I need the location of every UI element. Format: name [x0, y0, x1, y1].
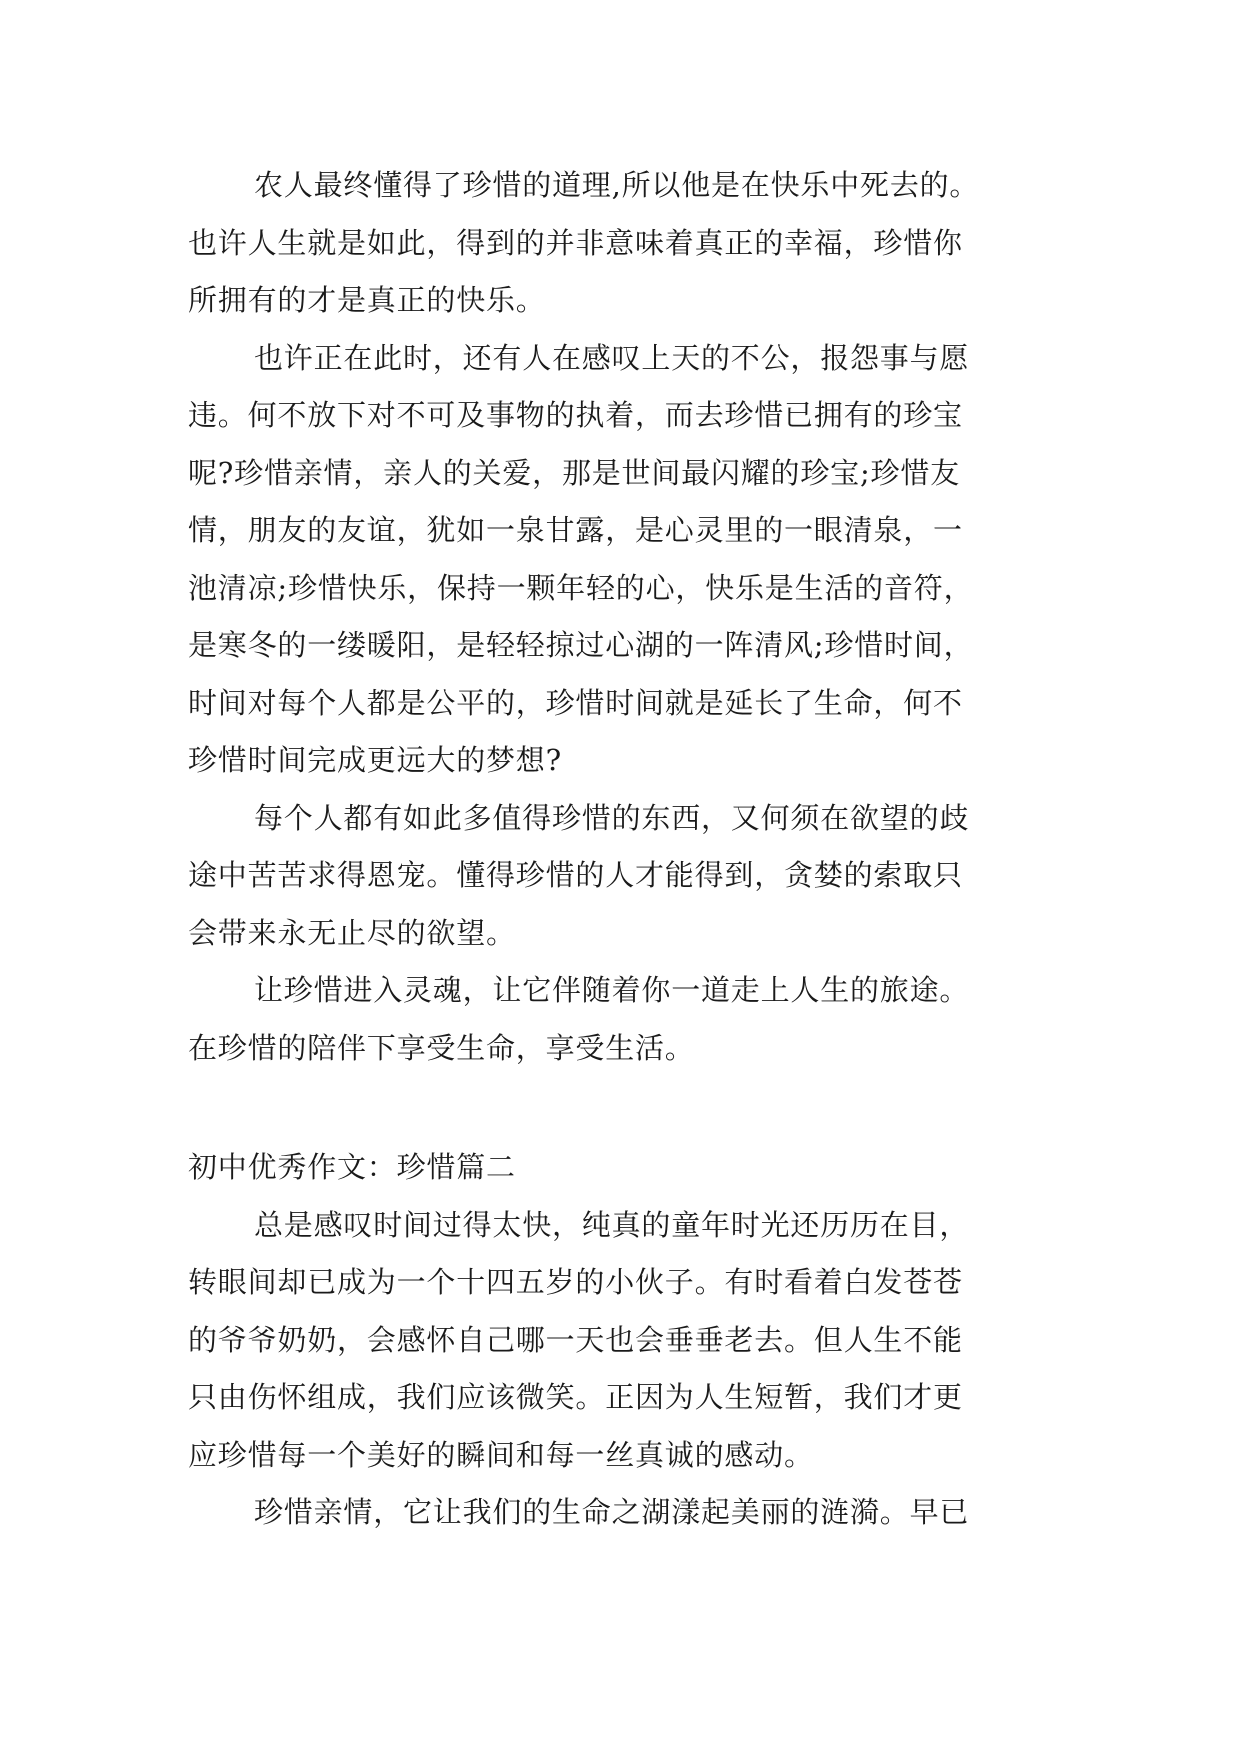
text-line: 会带来永无止尽的欲望。 [188, 915, 516, 950]
text-line: 让珍惜进入灵魂，让它伴随着你一道走上人生的旅途。 [254, 973, 970, 1007]
text-line: 违。何不放下对不可及事物的执着，而去珍惜已拥有的珍宝 [188, 398, 963, 432]
text-line: 每个人都有如此多值得珍惜的东西，又何须在欲望的歧 [254, 800, 970, 835]
text-line: 总是感叹时间过得太快，纯真的童年时光还历历在目， [254, 1207, 970, 1242]
paragraph [188, 1197, 1088, 1485]
text-line: 珍惜时间完成更远大的梦想? [188, 743, 562, 777]
text-line: 时间对每个人都是公平的，珍惜时间就是延长了生命，何不 [188, 685, 963, 720]
text-line: 也许正在此时，还有人在感叹上天的不公，报怨事与愿 [254, 340, 970, 375]
text-line: 呢?珍惜亲情，亲人的关爱，那是世间最闪耀的珍宝;珍惜友 [188, 455, 960, 490]
text-line: 的爷爷奶奶，会感怀自己哪一天也会垂垂老去。但人生不能 [188, 1322, 963, 1357]
text-line: 转眼间却已成为一个十四五岁的小伙子。有时看着白发苍苍 [188, 1265, 963, 1299]
paragraph [188, 330, 1088, 790]
text-line: 只由伤怀组成，我们应该微笑。正因为人生短暂，我们才更 [188, 1380, 963, 1414]
paragraph [188, 790, 1088, 963]
text-line: 农人最终懂得了珍惜的道理,所以他是在快乐中死去的。 [254, 168, 980, 202]
text-line: 应珍惜每一个美好的瞬间和每一丝真诚的感动。 [188, 1437, 814, 1472]
text-line: 途中苦苦求得恩宠。懂得珍惜的人才能得到，贪婪的索取只 [188, 858, 963, 892]
text-line: 情，朋友的友谊，犹如一泉甘露，是心灵里的一眼清泉，一 [188, 513, 963, 547]
text-line: 池清凉;珍惜快乐，保持一颗年轻的心，快乐是生活的音符， [188, 570, 974, 605]
paragraph [188, 962, 1088, 1077]
text-line: 也许人生就是如此，得到的并非意味着真正的幸福，珍惜你 [188, 225, 963, 260]
section-spacer [188, 1077, 1088, 1139]
text-line: 所拥有的才是真正的快乐。 [188, 283, 546, 317]
text-line: 在珍惜的陪伴下享受生命，享受生活。 [188, 1030, 695, 1065]
text-line: 是寒冬的一缕暖阳，是轻轻掠过心湖的一阵清风;珍惜时间， [188, 628, 974, 662]
paragraph [188, 1484, 1088, 1542]
paragraph [188, 157, 1088, 330]
document-body [188, 157, 1088, 1542]
section-heading: 初中优秀作文：珍惜篇二 [188, 1150, 516, 1184]
text-line: 珍惜亲情，它让我们的生命之湖漾起美丽的涟漪。早已 [254, 1495, 970, 1529]
